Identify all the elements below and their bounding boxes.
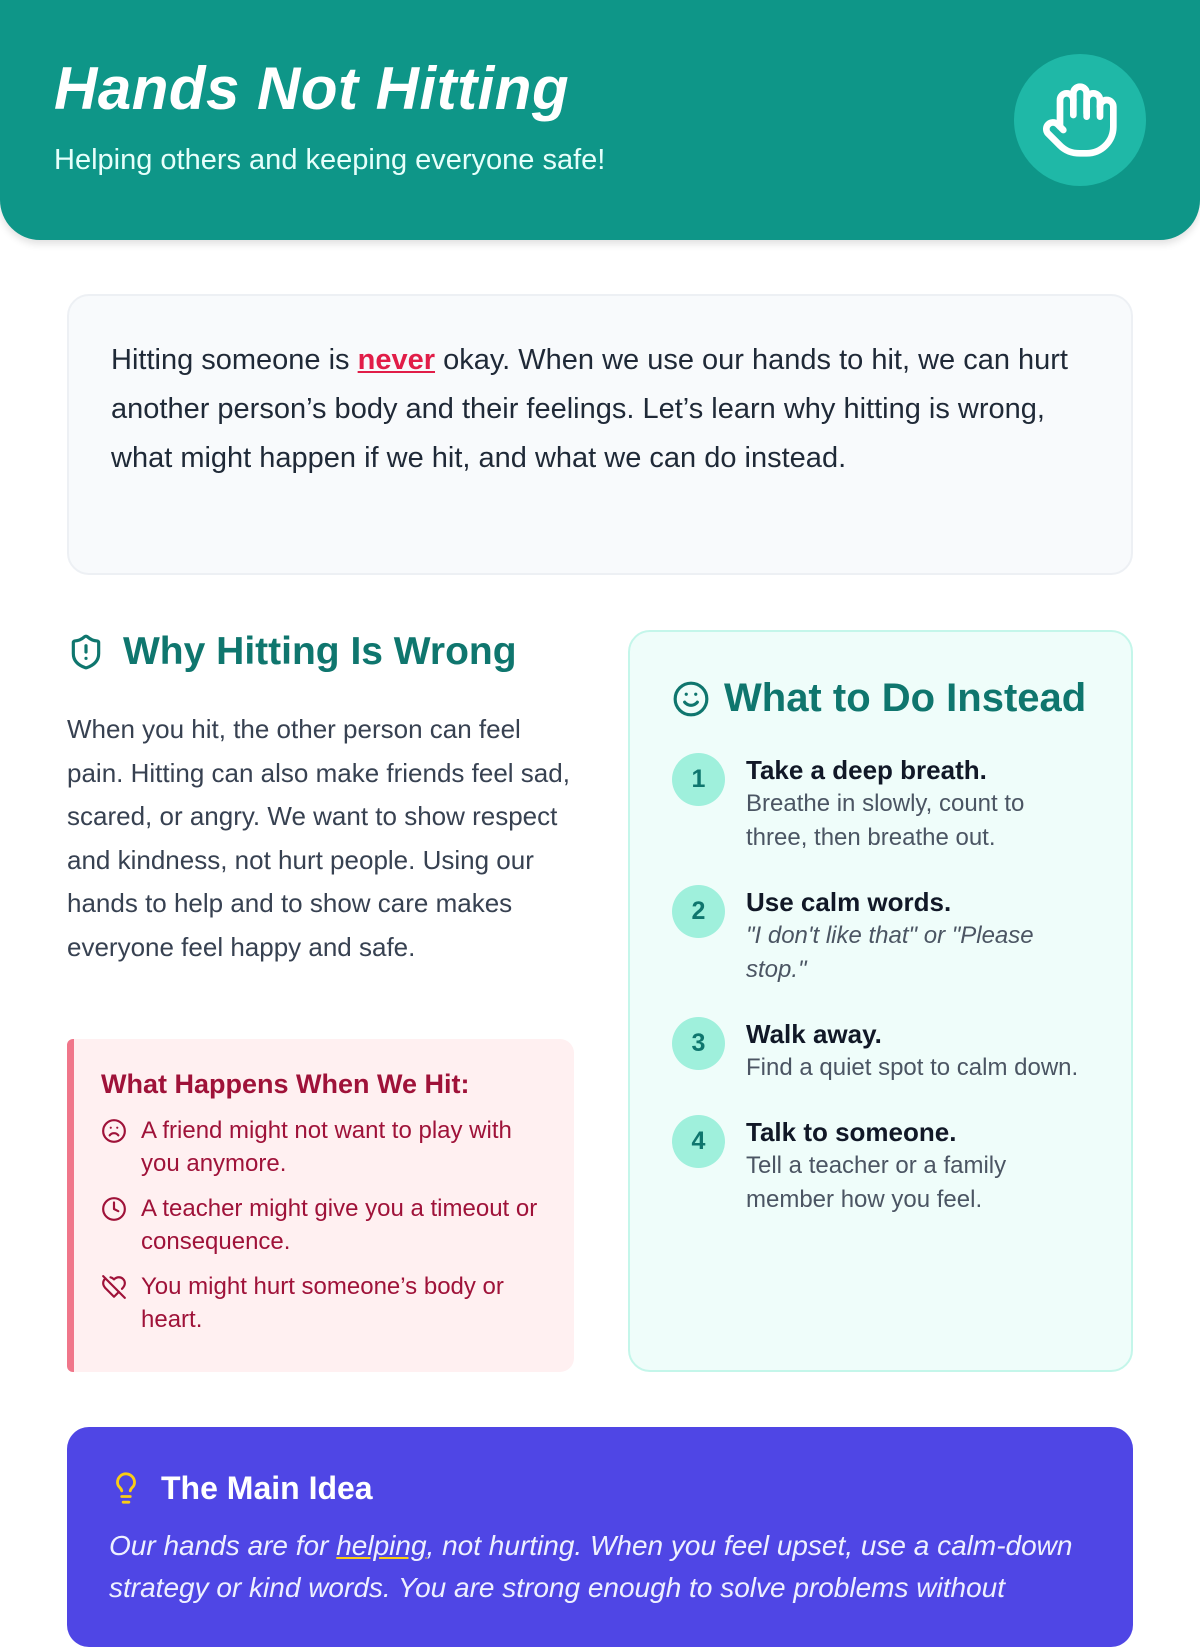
hand-badge	[1014, 54, 1146, 186]
main-idea-text-start: Our hands are for	[109, 1530, 337, 1561]
step-number: 1	[672, 753, 725, 806]
main-idea-heading-label: The Main Idea	[161, 1469, 373, 1506]
list-item	[101, 1114, 544, 1180]
shield-alert-icon	[67, 633, 105, 671]
intro-emphasis: never	[357, 344, 436, 376]
instead-heading-label: What to Do Instead	[724, 676, 1087, 720]
step-item	[672, 885, 1089, 987]
page-title: Hands Not Hitting	[54, 55, 570, 122]
main-idea-card	[67, 1427, 1133, 1647]
intro-text-start: Hitting someone is	[111, 344, 358, 376]
main-idea-emphasis: helping	[336, 1530, 427, 1561]
consequence-text: A teacher might give you a timeout or consequence.	[141, 1195, 538, 1255]
clock-icon	[101, 1196, 127, 1222]
consequence-text: A friend might not want to play with you anymore.	[141, 1117, 512, 1177]
consequence-text: You might hurt someone’s body or heart.	[141, 1273, 504, 1333]
step-desc: Tell a teacher or a family member how you feel.	[746, 1152, 1007, 1213]
step-item	[672, 1115, 1089, 1217]
smile-icon	[672, 680, 710, 718]
step-desc: Find a quiet spot to calm down.	[746, 1054, 1079, 1081]
why-body: When you hit, the other person can feel pain. Hitting can also make friends feel sad, scared, or angry. We want to show respect and kindness, not hurt people. Using our hands to help and to show care makes everyone feel happy and safe.	[67, 714, 570, 962]
step-desc: Breathe in slowly, count to three, then breathe out.	[746, 790, 1025, 851]
why-heading	[67, 630, 517, 674]
instead-card	[628, 630, 1133, 1372]
intro-text-end: okay. When we use our hands to hit, we can hurt another person’s body and their feelings. Let’s learn why hitting is wrong, what might happen if we hit, and what we can do instead.	[111, 344, 1068, 474]
step-title: Take a deep breath.	[746, 755, 987, 785]
lightbulb-icon	[109, 1469, 143, 1507]
list-item	[101, 1270, 544, 1336]
instead-heading	[672, 676, 1089, 721]
main-idea-body	[109, 1525, 1091, 1609]
step-item	[672, 1017, 1089, 1085]
consequences-title: What Happens When We Hit:	[101, 1069, 470, 1099]
sad-face-icon	[101, 1118, 127, 1144]
page-subtitle: Helping others and keeping everyone safe!	[54, 144, 606, 176]
step-number: 4	[672, 1115, 725, 1168]
heart-off-icon	[101, 1274, 127, 1300]
hand-icon	[1040, 80, 1120, 160]
step-desc: "I don't like that" or "Please stop."	[746, 922, 1034, 983]
page-header	[0, 0, 1200, 240]
step-title: Walk away.	[746, 1019, 882, 1049]
step-title: Use calm words.	[746, 887, 952, 917]
main-idea-text-end: , not hurting. When you feel upset, use a calm-down strategy or kind words. You are strong enough to solve problems without	[109, 1530, 1073, 1603]
step-number: 2	[672, 885, 725, 938]
list-item	[101, 1192, 544, 1258]
step-number: 3	[672, 1017, 725, 1070]
consequences-box	[67, 1039, 574, 1372]
why-heading-label: Why Hitting Is Wrong	[123, 630, 517, 673]
step-title: Talk to someone.	[746, 1117, 957, 1147]
step-item	[672, 753, 1089, 855]
intro-card	[67, 294, 1133, 575]
main-idea-heading	[109, 1469, 1091, 1507]
